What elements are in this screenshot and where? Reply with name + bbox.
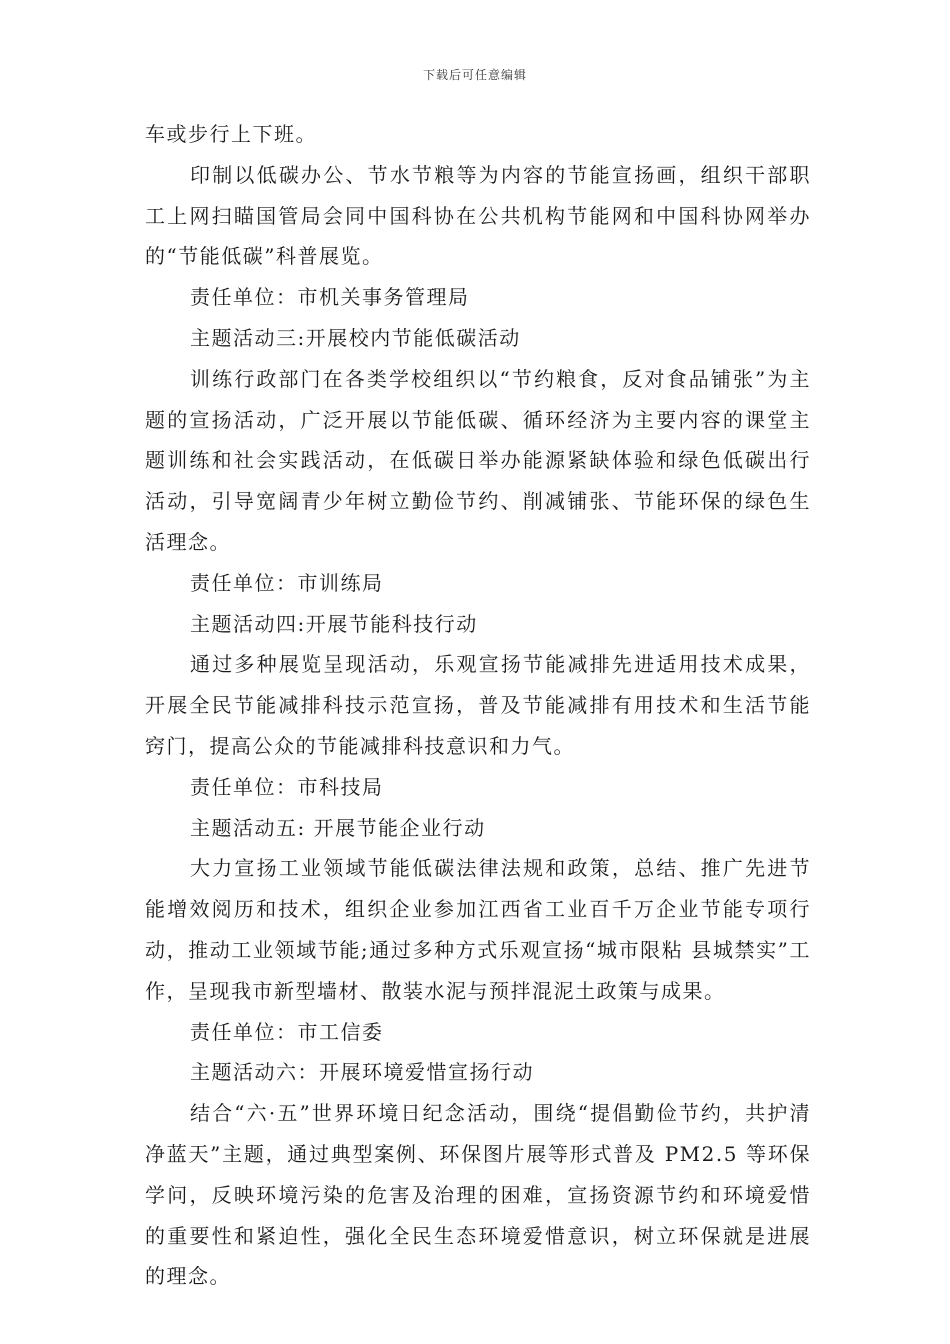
- page-header: 下载后可任意编辑: [422, 68, 527, 82]
- document-body: [145, 114, 811, 1297]
- paragraph-environment-action: 结合“六·五”世界环境日纪念活动，围绕“提倡勤俭节约，共护清净蓝天”主题，通过典型案例、环保图片展等形式普及 PM2.5 等环保学问，反映环境污染的危害及治理的困难，宣扬资源节约和环境爱惜的重要性和紧迫性，强化全民生态环境爱惜意识，树立环保就是进展的理念。: [145, 1101, 811, 1289]
- activity-heading-five: 主题活动五: 开展节能企业行动: [190, 815, 486, 840]
- responsible-unit-science: 责任单位：市科技局: [190, 774, 384, 799]
- paragraph-poster-exhibition: 印制以低碳办公、节水节粮等为内容的节能宣扬画，组织干部职工上网扫瞄国管局会同中国科协在公共机构节能网和中国科协网举办的“节能低碳”科普展览。: [145, 162, 811, 269]
- responsible-unit-education: 责任单位：市训练局: [190, 570, 384, 595]
- responsible-unit-industry: 责任单位：市工信委: [190, 1019, 384, 1044]
- responsible-unit-affairs: 责任单位：市机关事务管理局: [190, 285, 470, 310]
- paragraph-commute-end: 车或步行上下班。: [145, 122, 317, 146]
- activity-heading-six: 主题活动六：开展环境爱惜宣扬行动: [190, 1060, 534, 1085]
- paragraph-school-activities: 训练行政部门在各类学校组织以“节约粮食，反对食品铺张”为主题的宣扬活动，广泛开展以节能低碳、循环经济为主要内容的课堂主题训练和社会实践活动，在低碳日举办能源紧缺体验和绿色低碳出行活动，引导宽阔青少年树立勤俭节约、削减铺张、节能环保的绿色生活理念。: [145, 366, 811, 554]
- activity-heading-four: 主题活动四:开展节能科技行动: [190, 611, 478, 636]
- paragraph-tech-action: 通过多种展览呈现活动，乐观宣扬节能减排先进适用技术成果，开展全民节能减排科技示范宣扬，普及节能减排有用技术和生活节能窍门，提高公众的节能减排科技意识和力气。: [145, 652, 811, 758]
- paragraph-enterprise-action: 大力宣扬工业领域节能低碳法律法规和政策，总结、推广先进节能增效阅历和技术，组织企业参加江西省工业百千万企业节能专项行动，推动工业领域节能;通过多种方式乐观宣扬“城市限粘 县城禁实”工作，呈现我市新型墙材、散装水泥与预拌混泥土政策与成果。: [145, 856, 811, 1003]
- activity-heading-three: 主题活动三:开展校内节能低碳活动: [190, 325, 521, 350]
